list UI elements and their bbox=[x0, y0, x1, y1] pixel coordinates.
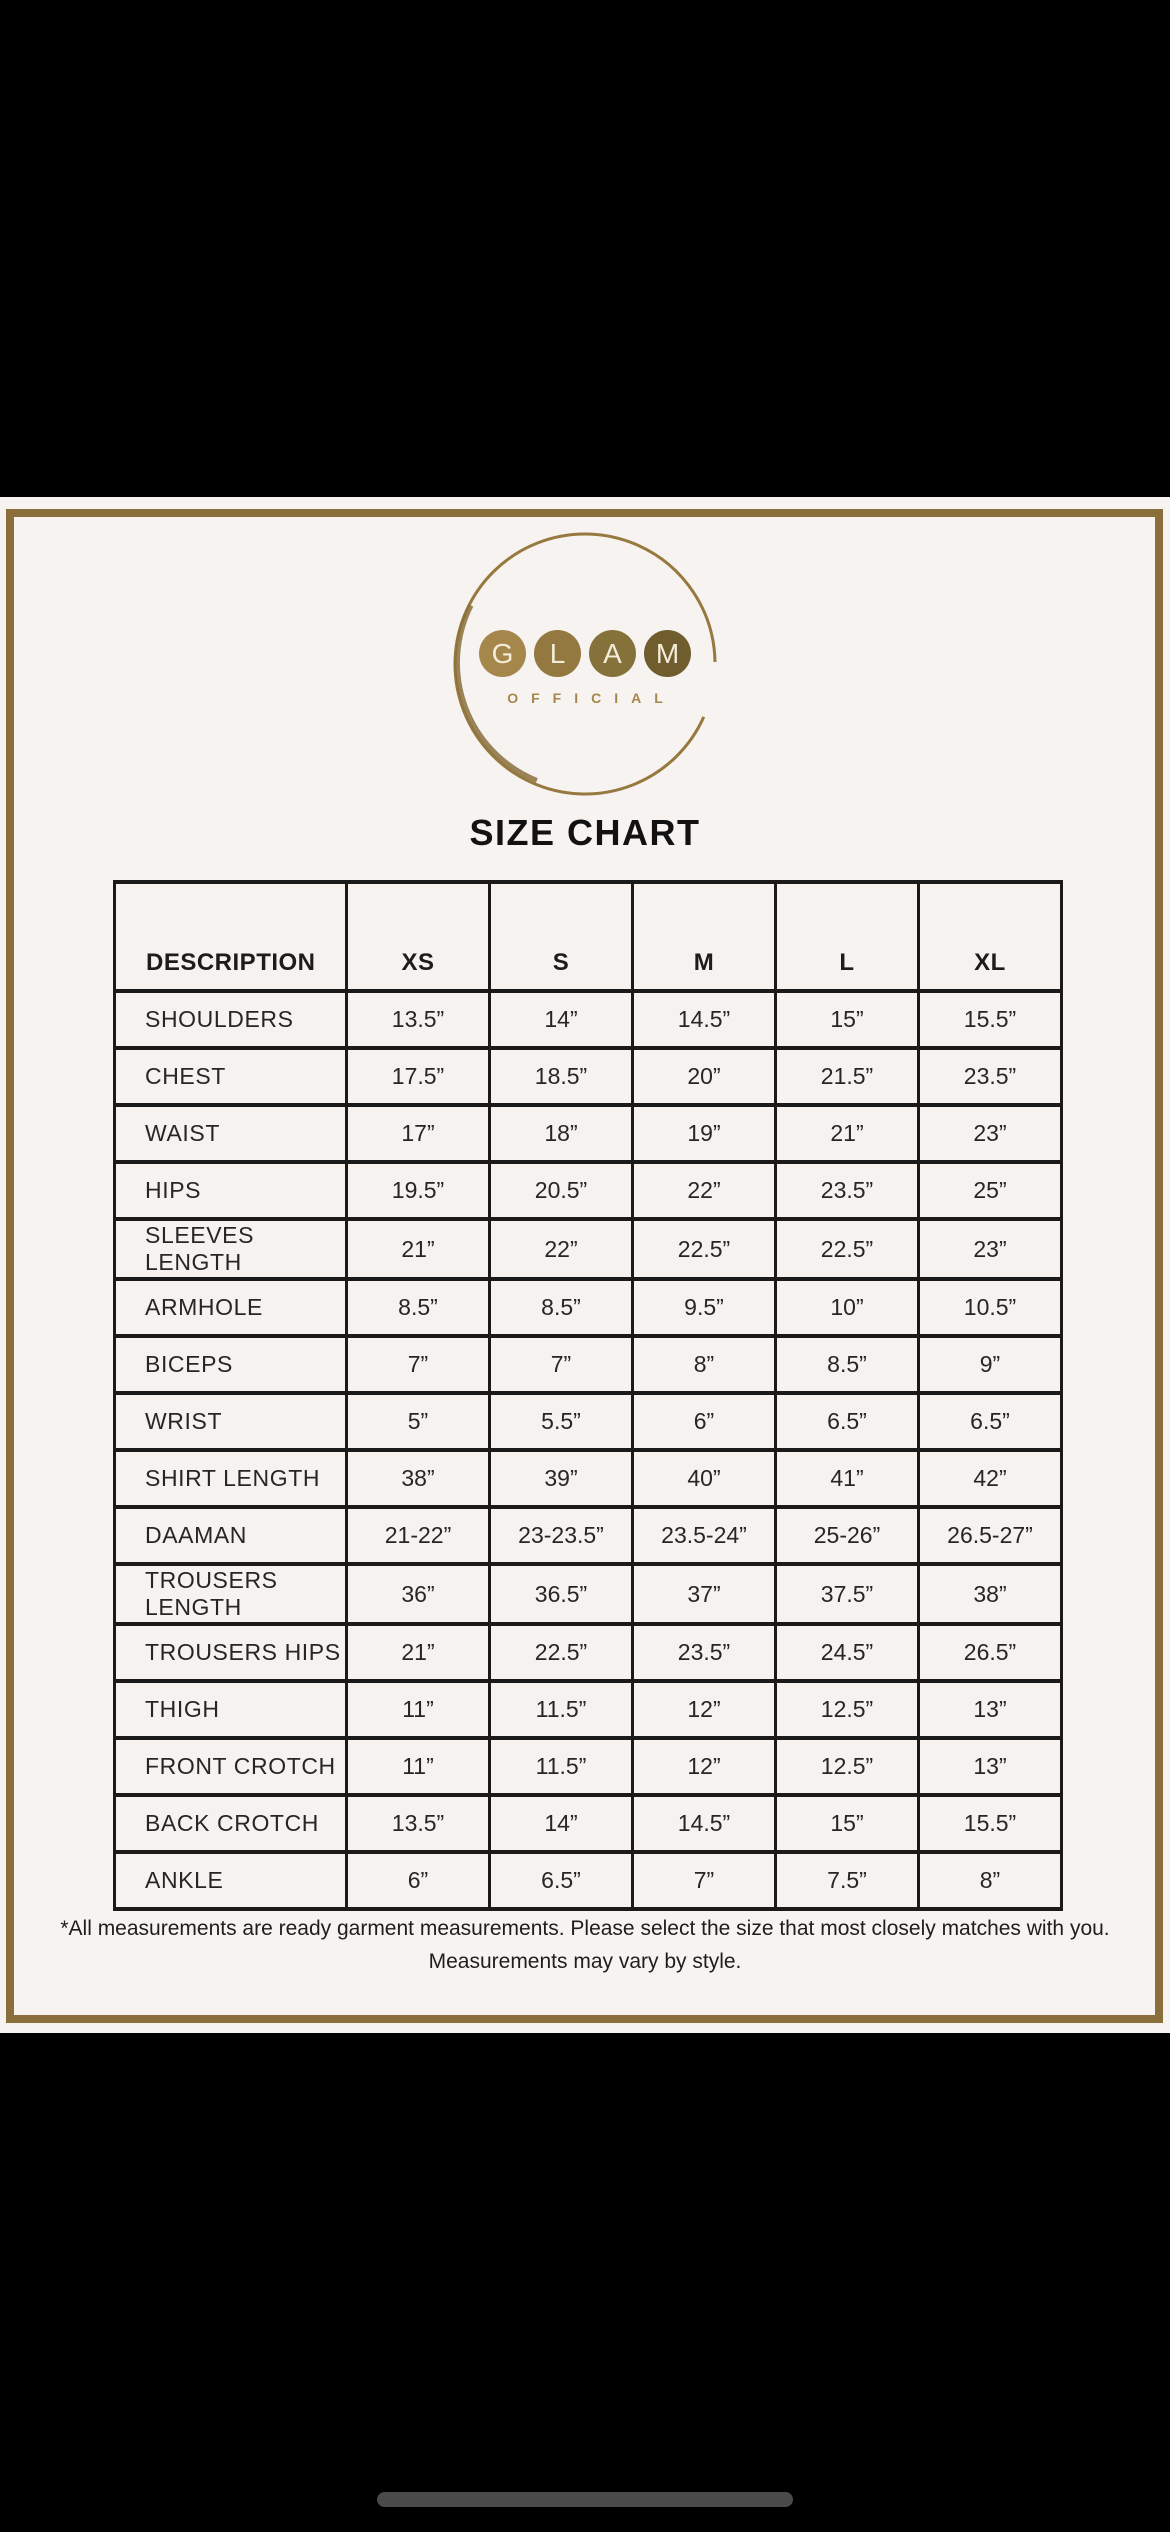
column-header: XL bbox=[919, 882, 1062, 991]
measurement-value: 8.5” bbox=[776, 1336, 919, 1393]
measurement-value: 9.5” bbox=[633, 1279, 776, 1336]
table-row bbox=[115, 1795, 1062, 1852]
measurement-value: 14.5” bbox=[633, 991, 776, 1048]
measurement-value: 11” bbox=[347, 1738, 490, 1795]
measurement-value: 8” bbox=[633, 1336, 776, 1393]
measurement-value: 13.5” bbox=[347, 991, 490, 1048]
row-label: SHOULDERS bbox=[115, 991, 347, 1048]
measurement-value: 20.5” bbox=[490, 1162, 633, 1219]
measurement-value: 22” bbox=[490, 1219, 633, 1279]
table-row bbox=[115, 1738, 1062, 1795]
measurement-value: 41” bbox=[776, 1450, 919, 1507]
measurement-value: 19.5” bbox=[347, 1162, 490, 1219]
table-row bbox=[115, 991, 1062, 1048]
logo-letter: L bbox=[549, 637, 566, 669]
table-row bbox=[115, 1450, 1062, 1507]
measurement-value: 37” bbox=[633, 1564, 776, 1624]
table-row bbox=[115, 1336, 1062, 1393]
measurement-value: 21” bbox=[776, 1105, 919, 1162]
measurement-value: 8.5” bbox=[490, 1279, 633, 1336]
home-indicator[interactable] bbox=[377, 2492, 793, 2507]
measurement-value: 6.5” bbox=[919, 1393, 1062, 1450]
measurement-value: 13” bbox=[919, 1738, 1062, 1795]
table-row bbox=[115, 1219, 1062, 1279]
table-row bbox=[115, 1279, 1062, 1336]
measurement-value: 19” bbox=[633, 1105, 776, 1162]
measurement-value: 21” bbox=[347, 1624, 490, 1681]
measurement-value: 24.5” bbox=[776, 1624, 919, 1681]
measurement-value: 8” bbox=[919, 1852, 1062, 1909]
table-row bbox=[115, 1624, 1062, 1681]
column-header: M bbox=[633, 882, 776, 991]
measurement-value: 6.5” bbox=[776, 1393, 919, 1450]
top-letterbox bbox=[0, 0, 1170, 497]
row-label: WAIST bbox=[115, 1105, 347, 1162]
logo-letter: A bbox=[603, 637, 622, 669]
measurement-value: 12” bbox=[633, 1738, 776, 1795]
measurement-value: 36” bbox=[347, 1564, 490, 1624]
size-table bbox=[113, 880, 1063, 1911]
measurement-value: 37.5” bbox=[776, 1564, 919, 1624]
column-header: XS bbox=[347, 882, 490, 991]
measurement-value: 7.5” bbox=[776, 1852, 919, 1909]
measurement-value: 7” bbox=[633, 1852, 776, 1909]
row-label: DAAMAN bbox=[115, 1507, 347, 1564]
measurement-value: 8.5” bbox=[347, 1279, 490, 1336]
measurement-value: 21.5” bbox=[776, 1048, 919, 1105]
table-row bbox=[115, 1393, 1062, 1450]
page-title: SIZE CHART bbox=[469, 812, 701, 853]
measurement-value: 15.5” bbox=[919, 991, 1062, 1048]
row-label: ANKLE bbox=[115, 1852, 347, 1909]
measurement-value: 36.5” bbox=[490, 1564, 633, 1624]
measurement-value: 5.5” bbox=[490, 1393, 633, 1450]
brand-logo bbox=[450, 530, 720, 798]
measurement-value: 12.5” bbox=[776, 1738, 919, 1795]
row-label: THIGH bbox=[115, 1681, 347, 1738]
measurement-value: 23” bbox=[919, 1219, 1062, 1279]
measurement-value: 7” bbox=[490, 1336, 633, 1393]
logo-letter-circle bbox=[479, 630, 526, 677]
logo-letter: M bbox=[655, 637, 680, 669]
measurement-value: 25” bbox=[919, 1162, 1062, 1219]
measurement-value: 22” bbox=[633, 1162, 776, 1219]
measurement-value: 10” bbox=[776, 1279, 919, 1336]
column-header: S bbox=[490, 882, 633, 991]
footnote bbox=[55, 1913, 1115, 1978]
row-label: CHEST bbox=[115, 1048, 347, 1105]
measurement-value: 23.5-24” bbox=[633, 1507, 776, 1564]
measurement-value: 23.5” bbox=[776, 1162, 919, 1219]
measurement-value: 13.5” bbox=[347, 1795, 490, 1852]
row-label: FRONT CROTCH bbox=[115, 1738, 347, 1795]
measurement-value: 15.5” bbox=[919, 1795, 1062, 1852]
measurement-value: 42” bbox=[919, 1450, 1062, 1507]
measurement-value: 17” bbox=[347, 1105, 490, 1162]
row-label: TROUSERS HIPS bbox=[115, 1624, 347, 1681]
measurement-value: 21” bbox=[347, 1219, 490, 1279]
table-row bbox=[115, 1048, 1062, 1105]
row-label: SLEEVES LENGTH bbox=[115, 1219, 347, 1279]
measurement-value: 14.5” bbox=[633, 1795, 776, 1852]
measurement-value: 18.5” bbox=[490, 1048, 633, 1105]
measurement-value: 6.5” bbox=[490, 1852, 633, 1909]
measurement-value: 23.5” bbox=[633, 1624, 776, 1681]
row-label: ARMHOLE bbox=[115, 1279, 347, 1336]
measurement-value: 11.5” bbox=[490, 1738, 633, 1795]
measurement-value: 18” bbox=[490, 1105, 633, 1162]
measurement-value: 12.5” bbox=[776, 1681, 919, 1738]
row-label: HIPS bbox=[115, 1162, 347, 1219]
footnote-line-1: *All measurements are ready garment measurements. Please select the size that most closely matches with you. bbox=[60, 1917, 1110, 1940]
size-chart-card bbox=[0, 497, 1170, 2033]
measurement-value: 39” bbox=[490, 1450, 633, 1507]
measurement-value: 9” bbox=[919, 1336, 1062, 1393]
row-label: BACK CROTCH bbox=[115, 1795, 347, 1852]
measurement-value: 11” bbox=[347, 1681, 490, 1738]
measurement-value: 22.5” bbox=[490, 1624, 633, 1681]
bottom-letterbox bbox=[0, 2033, 1170, 2532]
logo-letter-circle bbox=[644, 630, 691, 677]
size-table-wrap bbox=[113, 880, 1063, 1911]
row-label: TROUSERS LENGTH bbox=[115, 1564, 347, 1624]
column-header: DESCRIPTION bbox=[115, 882, 347, 991]
measurement-value: 40” bbox=[633, 1450, 776, 1507]
measurement-value: 26.5” bbox=[919, 1624, 1062, 1681]
measurement-value: 22.5” bbox=[633, 1219, 776, 1279]
measurement-value: 23.5” bbox=[919, 1048, 1062, 1105]
measurement-value: 13” bbox=[919, 1681, 1062, 1738]
row-label: WRIST bbox=[115, 1393, 347, 1450]
measurement-value: 15” bbox=[776, 991, 919, 1048]
measurement-value: 23” bbox=[919, 1105, 1062, 1162]
table-row bbox=[115, 1105, 1062, 1162]
logo-letter: G bbox=[491, 637, 514, 669]
measurement-value: 11.5” bbox=[490, 1681, 633, 1738]
measurement-value: 7” bbox=[347, 1336, 490, 1393]
measurement-value: 25-26” bbox=[776, 1507, 919, 1564]
row-label: SHIRT LENGTH bbox=[115, 1450, 347, 1507]
measurement-value: 20” bbox=[633, 1048, 776, 1105]
measurement-value: 5” bbox=[347, 1393, 490, 1450]
measurement-value: 14” bbox=[490, 991, 633, 1048]
logo-letters bbox=[479, 630, 691, 677]
measurement-value: 38” bbox=[347, 1450, 490, 1507]
row-label: BICEPS bbox=[115, 1336, 347, 1393]
table-row bbox=[115, 1162, 1062, 1219]
measurement-value: 17.5” bbox=[347, 1048, 490, 1105]
header-row bbox=[115, 882, 1062, 991]
logo-letter-circle bbox=[589, 630, 636, 677]
measurement-value: 22.5” bbox=[776, 1219, 919, 1279]
measurement-value: 6” bbox=[633, 1393, 776, 1450]
measurement-value: 21-22” bbox=[347, 1507, 490, 1564]
measurement-value: 10.5” bbox=[919, 1279, 1062, 1336]
logo-letter-circle bbox=[534, 630, 581, 677]
measurement-value: 6” bbox=[347, 1852, 490, 1909]
column-header: L bbox=[776, 882, 919, 991]
measurement-value: 38” bbox=[919, 1564, 1062, 1624]
table-row bbox=[115, 1564, 1062, 1624]
table-row bbox=[115, 1681, 1062, 1738]
measurement-value: 26.5-27” bbox=[919, 1507, 1062, 1564]
measurement-value: 23-23.5” bbox=[490, 1507, 633, 1564]
measurement-value: 14” bbox=[490, 1795, 633, 1852]
logo-subtitle: OFFICIAL bbox=[507, 690, 676, 706]
table-row bbox=[115, 1852, 1062, 1909]
table-row bbox=[115, 1507, 1062, 1564]
measurement-value: 12” bbox=[633, 1681, 776, 1738]
measurement-value: 15” bbox=[776, 1795, 919, 1852]
footnote-line-2: Measurements may vary by style. bbox=[428, 1949, 742, 1973]
